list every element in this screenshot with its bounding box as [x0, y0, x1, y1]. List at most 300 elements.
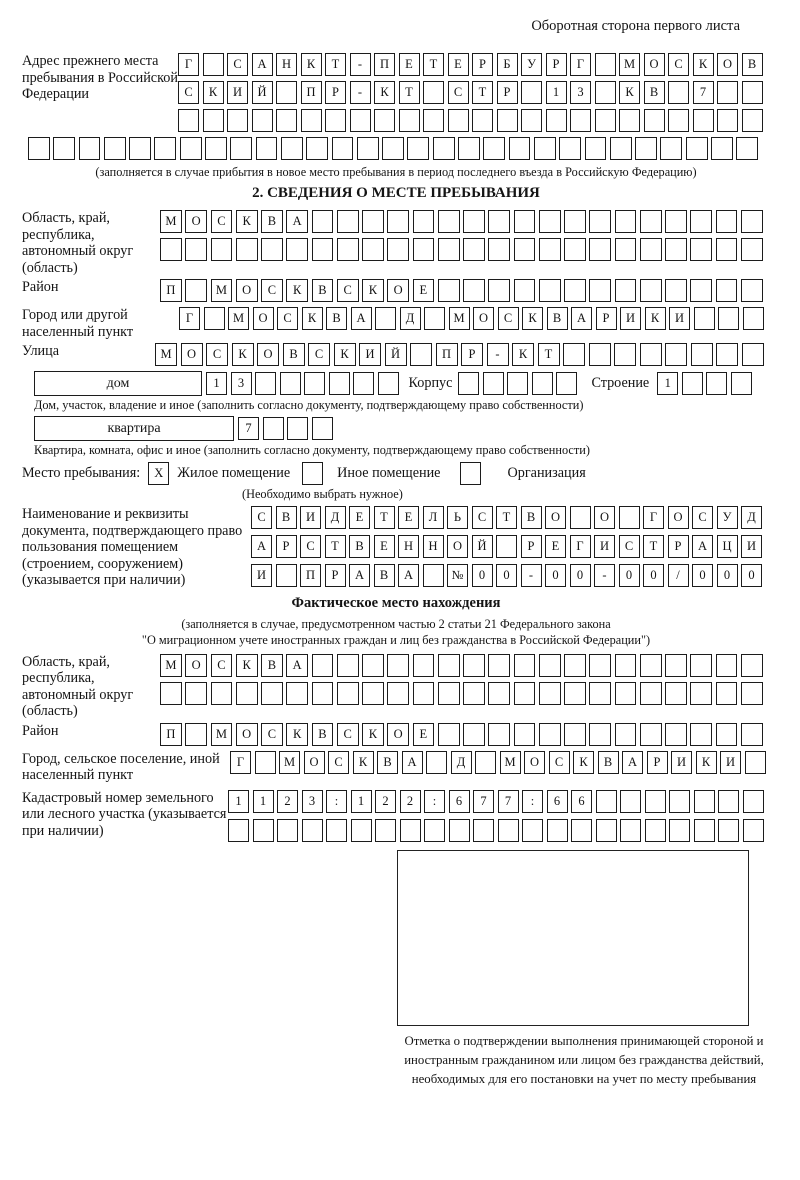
char-cell[interactable] [539, 654, 561, 677]
char-cell[interactable] [255, 372, 276, 395]
char-cell[interactable] [276, 564, 297, 587]
char-cell[interactable]: Л [423, 506, 444, 529]
char-cell[interactable] [694, 819, 715, 842]
char-cell[interactable]: А [398, 564, 419, 587]
char-cell[interactable] [488, 279, 510, 302]
char-cell[interactable]: А [251, 535, 272, 558]
char-cell[interactable]: С [211, 210, 233, 233]
char-cell[interactable] [362, 238, 384, 261]
char-cell[interactable] [438, 279, 460, 302]
char-cell[interactable]: И [359, 343, 381, 366]
char-cell[interactable]: О [644, 53, 665, 76]
char-cell[interactable] [534, 137, 556, 160]
char-cell[interactable]: О [668, 506, 689, 529]
char-cell[interactable] [640, 343, 662, 366]
char-cell[interactable]: В [377, 751, 398, 774]
char-cell[interactable] [716, 210, 738, 233]
char-cell[interactable] [399, 109, 420, 132]
char-cell[interactable] [665, 343, 687, 366]
checkbox-other-premises[interactable] [302, 462, 323, 485]
char-cell[interactable] [387, 238, 409, 261]
char-cell[interactable] [463, 682, 485, 705]
char-cell[interactable]: П [300, 564, 321, 587]
checkbox-organization[interactable] [460, 462, 481, 485]
char-cell[interactable] [252, 109, 273, 132]
char-cell[interactable] [413, 210, 435, 233]
char-cell[interactable]: Е [448, 53, 469, 76]
char-cell[interactable] [532, 372, 553, 395]
char-cell[interactable] [564, 210, 586, 233]
char-cell[interactable] [615, 279, 637, 302]
char-cell[interactable] [350, 109, 371, 132]
char-cell[interactable] [589, 279, 611, 302]
char-cell[interactable]: К [619, 81, 640, 104]
char-cell[interactable] [668, 81, 689, 104]
char-cell[interactable]: Ь [447, 506, 468, 529]
char-cell[interactable] [514, 723, 536, 746]
char-cell[interactable] [509, 137, 531, 160]
char-cell[interactable] [463, 723, 485, 746]
char-cell[interactable] [256, 137, 278, 160]
char-cell[interactable]: 7 [498, 790, 519, 813]
char-cell[interactable] [645, 790, 666, 813]
char-cell[interactable]: Г [570, 53, 591, 76]
char-cell[interactable]: О [236, 723, 258, 746]
char-cell[interactable] [312, 654, 334, 677]
char-cell[interactable]: В [326, 307, 347, 330]
char-cell[interactable]: 1 [253, 790, 274, 813]
char-cell[interactable] [463, 654, 485, 677]
char-cell[interactable]: Р [546, 53, 567, 76]
char-cell[interactable] [337, 238, 359, 261]
char-cell[interactable]: Р [497, 81, 518, 104]
char-cell[interactable] [718, 819, 739, 842]
char-cell[interactable]: С [549, 751, 570, 774]
char-cell[interactable] [438, 238, 460, 261]
char-cell[interactable]: С [277, 307, 298, 330]
char-cell[interactable] [669, 790, 690, 813]
char-cell[interactable] [716, 654, 738, 677]
char-cell[interactable] [539, 238, 561, 261]
char-cell[interactable] [413, 654, 435, 677]
char-cell[interactable]: О [257, 343, 279, 366]
char-cell[interactable] [79, 137, 101, 160]
char-cell[interactable] [539, 723, 561, 746]
char-cell[interactable]: 7 [473, 790, 494, 813]
char-cell[interactable]: О [524, 751, 545, 774]
char-cell[interactable] [615, 210, 637, 233]
char-cell[interactable] [571, 819, 592, 842]
char-cell[interactable]: - [594, 564, 615, 587]
char-cell[interactable] [326, 819, 347, 842]
char-cell[interactable] [640, 654, 662, 677]
char-cell[interactable]: В [276, 506, 297, 529]
char-cell[interactable]: О [253, 307, 274, 330]
char-cell[interactable]: Т [423, 53, 444, 76]
char-cell[interactable]: 6 [449, 790, 470, 813]
char-cell[interactable]: С [668, 53, 689, 76]
char-cell[interactable] [711, 137, 733, 160]
char-cell[interactable]: О [594, 506, 615, 529]
char-cell[interactable]: М [449, 307, 470, 330]
char-cell[interactable]: Р [596, 307, 617, 330]
char-cell[interactable]: Т [374, 506, 395, 529]
char-cell[interactable] [400, 819, 421, 842]
char-cell[interactable]: Т [538, 343, 560, 366]
char-cell[interactable] [741, 654, 763, 677]
char-cell[interactable] [488, 723, 510, 746]
char-cell[interactable] [640, 723, 662, 746]
char-cell[interactable] [619, 109, 640, 132]
char-cell[interactable] [276, 81, 297, 104]
char-cell[interactable] [665, 682, 687, 705]
char-cell[interactable]: К [645, 307, 666, 330]
char-cell[interactable]: / [668, 564, 689, 587]
char-cell[interactable] [463, 210, 485, 233]
char-cell[interactable]: Г [643, 506, 664, 529]
char-cell[interactable] [619, 506, 640, 529]
char-cell[interactable]: М [160, 654, 182, 677]
char-cell[interactable]: 0 [570, 564, 591, 587]
char-cell[interactable]: 0 [692, 564, 713, 587]
char-cell[interactable]: О [387, 723, 409, 746]
char-cell[interactable] [741, 682, 763, 705]
char-cell[interactable] [717, 81, 738, 104]
char-cell[interactable] [312, 238, 334, 261]
char-cell[interactable]: Е [545, 535, 566, 558]
char-cell[interactable]: В [547, 307, 568, 330]
char-cell[interactable] [595, 81, 616, 104]
char-cell[interactable]: А [622, 751, 643, 774]
char-cell[interactable] [357, 137, 379, 160]
char-cell[interactable] [741, 279, 763, 302]
char-cell[interactable] [203, 53, 224, 76]
char-cell[interactable] [423, 564, 444, 587]
char-cell[interactable] [564, 279, 586, 302]
char-cell[interactable] [154, 137, 176, 160]
char-cell[interactable]: К [301, 53, 322, 76]
char-cell[interactable] [742, 81, 763, 104]
char-cell[interactable]: Й [252, 81, 273, 104]
char-cell[interactable]: И [671, 751, 692, 774]
char-cell[interactable]: К [573, 751, 594, 774]
char-cell[interactable]: Р [668, 535, 689, 558]
char-cell[interactable]: С [206, 343, 228, 366]
char-cell[interactable]: Д [741, 506, 762, 529]
char-cell[interactable] [514, 238, 536, 261]
char-cell[interactable] [718, 790, 739, 813]
char-cell[interactable]: В [644, 81, 665, 104]
char-cell[interactable] [522, 819, 543, 842]
char-cell[interactable] [301, 109, 322, 132]
char-cell[interactable] [564, 723, 586, 746]
char-cell[interactable]: М [211, 279, 233, 302]
char-cell[interactable] [473, 819, 494, 842]
char-cell[interactable]: В [374, 564, 395, 587]
char-cell[interactable]: С [308, 343, 330, 366]
char-cell[interactable]: П [160, 279, 182, 302]
char-cell[interactable] [178, 109, 199, 132]
char-cell[interactable]: Д [451, 751, 472, 774]
char-cell[interactable] [185, 238, 207, 261]
char-cell[interactable] [483, 372, 504, 395]
char-cell[interactable] [433, 137, 455, 160]
char-cell[interactable]: А [571, 307, 592, 330]
char-cell[interactable] [424, 307, 445, 330]
char-cell[interactable]: Е [413, 723, 435, 746]
char-cell[interactable]: Т [325, 53, 346, 76]
char-cell[interactable]: С [251, 506, 272, 529]
char-cell[interactable]: С [337, 279, 359, 302]
char-cell[interactable]: И [251, 564, 272, 587]
char-cell[interactable] [595, 53, 616, 76]
char-cell[interactable]: М [160, 210, 182, 233]
char-cell[interactable] [640, 238, 662, 261]
char-cell[interactable]: С [337, 723, 359, 746]
char-cell[interactable]: Р [647, 751, 668, 774]
char-cell[interactable] [325, 109, 346, 132]
char-cell[interactable]: Т [643, 535, 664, 558]
char-cell[interactable] [716, 238, 738, 261]
char-cell[interactable] [281, 137, 303, 160]
char-cell[interactable] [716, 343, 738, 366]
char-cell[interactable] [312, 210, 334, 233]
char-cell[interactable]: Р [461, 343, 483, 366]
char-cell[interactable]: 0 [496, 564, 517, 587]
char-cell[interactable] [362, 654, 384, 677]
char-cell[interactable]: Р [472, 53, 493, 76]
char-cell[interactable] [449, 819, 470, 842]
char-cell[interactable] [718, 307, 739, 330]
char-cell[interactable] [736, 137, 758, 160]
char-cell[interactable] [514, 682, 536, 705]
char-cell[interactable] [741, 210, 763, 233]
char-cell[interactable]: М [619, 53, 640, 76]
char-cell[interactable] [413, 238, 435, 261]
char-cell[interactable] [563, 343, 585, 366]
char-cell[interactable]: А [349, 564, 370, 587]
char-cell[interactable] [463, 279, 485, 302]
char-cell[interactable] [227, 109, 248, 132]
char-cell[interactable] [263, 417, 284, 440]
char-cell[interactable] [635, 137, 657, 160]
char-cell[interactable] [498, 819, 519, 842]
char-cell[interactable] [329, 372, 350, 395]
char-cell[interactable] [458, 137, 480, 160]
char-cell[interactable]: И [620, 307, 641, 330]
char-cell[interactable] [374, 109, 395, 132]
char-cell[interactable] [690, 238, 712, 261]
char-cell[interactable] [640, 682, 662, 705]
char-cell[interactable] [564, 238, 586, 261]
char-cell[interactable] [745, 751, 766, 774]
char-cell[interactable]: С [692, 506, 713, 529]
char-cell[interactable] [690, 682, 712, 705]
char-cell[interactable] [351, 819, 372, 842]
char-cell[interactable] [564, 654, 586, 677]
char-cell[interactable] [488, 238, 510, 261]
char-cell[interactable] [185, 723, 207, 746]
char-cell[interactable] [668, 109, 689, 132]
char-cell[interactable] [589, 210, 611, 233]
char-cell[interactable]: В [742, 53, 763, 76]
char-cell[interactable]: 2 [375, 790, 396, 813]
char-cell[interactable] [731, 372, 752, 395]
char-cell[interactable]: К [374, 81, 395, 104]
char-cell[interactable] [585, 137, 607, 160]
char-cell[interactable] [423, 81, 444, 104]
char-cell[interactable]: 6 [571, 790, 592, 813]
char-cell[interactable] [475, 751, 496, 774]
char-cell[interactable]: Р [521, 535, 542, 558]
char-cell[interactable]: М [228, 307, 249, 330]
char-cell[interactable]: О [717, 53, 738, 76]
char-cell[interactable]: С [261, 279, 283, 302]
char-cell[interactable]: С [261, 723, 283, 746]
char-cell[interactable] [665, 210, 687, 233]
char-cell[interactable]: С [211, 654, 233, 677]
char-cell[interactable] [236, 238, 258, 261]
char-cell[interactable] [306, 137, 328, 160]
char-cell[interactable]: У [717, 506, 738, 529]
char-cell[interactable] [211, 682, 233, 705]
checkbox-residential[interactable]: X [148, 462, 169, 485]
char-cell[interactable]: Т [399, 81, 420, 104]
char-cell[interactable]: - [521, 564, 542, 587]
char-cell[interactable] [160, 238, 182, 261]
char-cell[interactable] [337, 210, 359, 233]
char-cell[interactable]: П [374, 53, 395, 76]
char-cell[interactable]: Г [179, 307, 200, 330]
char-cell[interactable] [741, 723, 763, 746]
char-cell[interactable] [496, 535, 517, 558]
char-cell[interactable] [741, 238, 763, 261]
char-cell[interactable] [669, 819, 690, 842]
char-cell[interactable] [690, 723, 712, 746]
char-cell[interactable] [690, 654, 712, 677]
char-cell[interactable]: 1 [206, 372, 227, 395]
char-cell[interactable]: Р [325, 564, 346, 587]
char-cell[interactable]: Т [496, 506, 517, 529]
char-cell[interactable]: 0 [717, 564, 738, 587]
char-cell[interactable]: 2 [277, 790, 298, 813]
char-cell[interactable]: 3 [302, 790, 323, 813]
char-cell[interactable] [743, 307, 764, 330]
char-cell[interactable] [472, 109, 493, 132]
char-cell[interactable]: Ц [717, 535, 738, 558]
char-cell[interactable] [743, 790, 764, 813]
char-cell[interactable]: : [424, 790, 445, 813]
char-cell[interactable]: О [387, 279, 409, 302]
char-cell[interactable]: М [155, 343, 177, 366]
char-cell[interactable] [589, 238, 611, 261]
char-cell[interactable] [438, 654, 460, 677]
char-cell[interactable] [28, 137, 50, 160]
char-cell[interactable] [236, 682, 258, 705]
char-cell[interactable]: Е [374, 535, 395, 558]
char-cell[interactable] [716, 279, 738, 302]
char-cell[interactable]: О [185, 210, 207, 233]
char-cell[interactable] [564, 682, 586, 705]
char-cell[interactable] [261, 238, 283, 261]
char-cell[interactable] [387, 654, 409, 677]
char-cell[interactable]: М [211, 723, 233, 746]
char-cell[interactable]: В [261, 654, 283, 677]
char-cell[interactable] [596, 790, 617, 813]
char-cell[interactable]: В [349, 535, 370, 558]
char-cell[interactable] [463, 238, 485, 261]
char-cell[interactable]: С [448, 81, 469, 104]
char-cell[interactable] [211, 238, 233, 261]
char-cell[interactable]: И [594, 535, 615, 558]
char-cell[interactable] [286, 682, 308, 705]
char-cell[interactable] [640, 210, 662, 233]
char-cell[interactable] [682, 372, 703, 395]
char-cell[interactable] [539, 210, 561, 233]
char-cell[interactable] [230, 137, 252, 160]
char-cell[interactable]: 1 [546, 81, 567, 104]
char-cell[interactable] [615, 682, 637, 705]
char-cell[interactable] [277, 819, 298, 842]
char-cell[interactable] [694, 307, 715, 330]
char-cell[interactable]: П [160, 723, 182, 746]
char-cell[interactable] [693, 109, 714, 132]
char-cell[interactable]: Г [230, 751, 251, 774]
char-cell[interactable] [742, 343, 764, 366]
char-cell[interactable]: О [185, 654, 207, 677]
char-cell[interactable]: К [512, 343, 534, 366]
char-cell[interactable] [596, 819, 617, 842]
char-cell[interactable]: С [328, 751, 349, 774]
char-cell[interactable] [690, 210, 712, 233]
char-cell[interactable] [302, 819, 323, 842]
char-cell[interactable] [185, 682, 207, 705]
char-cell[interactable] [691, 343, 713, 366]
char-cell[interactable]: К [353, 751, 374, 774]
char-cell[interactable]: Й [385, 343, 407, 366]
char-cell[interactable] [488, 654, 510, 677]
char-cell[interactable]: С [178, 81, 199, 104]
char-cell[interactable]: 6 [547, 790, 568, 813]
char-cell[interactable]: М [279, 751, 300, 774]
char-cell[interactable]: А [351, 307, 372, 330]
char-cell[interactable] [483, 137, 505, 160]
char-cell[interactable]: Е [349, 506, 370, 529]
char-cell[interactable] [438, 210, 460, 233]
char-cell[interactable] [353, 372, 374, 395]
char-cell[interactable]: Т [472, 81, 493, 104]
char-cell[interactable] [53, 137, 75, 160]
char-cell[interactable]: Р [325, 81, 346, 104]
char-cell[interactable] [276, 109, 297, 132]
char-cell[interactable] [595, 109, 616, 132]
char-cell[interactable]: : [326, 790, 347, 813]
char-cell[interactable] [413, 682, 435, 705]
char-cell[interactable]: 3 [231, 372, 252, 395]
char-cell[interactable]: Н [276, 53, 297, 76]
char-cell[interactable]: - [487, 343, 509, 366]
char-cell[interactable]: К [236, 210, 258, 233]
char-cell[interactable]: 1 [351, 790, 372, 813]
char-cell[interactable]: Е [398, 506, 419, 529]
char-cell[interactable] [104, 137, 126, 160]
char-cell[interactable] [337, 682, 359, 705]
char-cell[interactable]: Й [472, 535, 493, 558]
char-cell[interactable] [514, 654, 536, 677]
char-cell[interactable] [665, 723, 687, 746]
char-cell[interactable]: К [236, 654, 258, 677]
char-cell[interactable] [375, 819, 396, 842]
